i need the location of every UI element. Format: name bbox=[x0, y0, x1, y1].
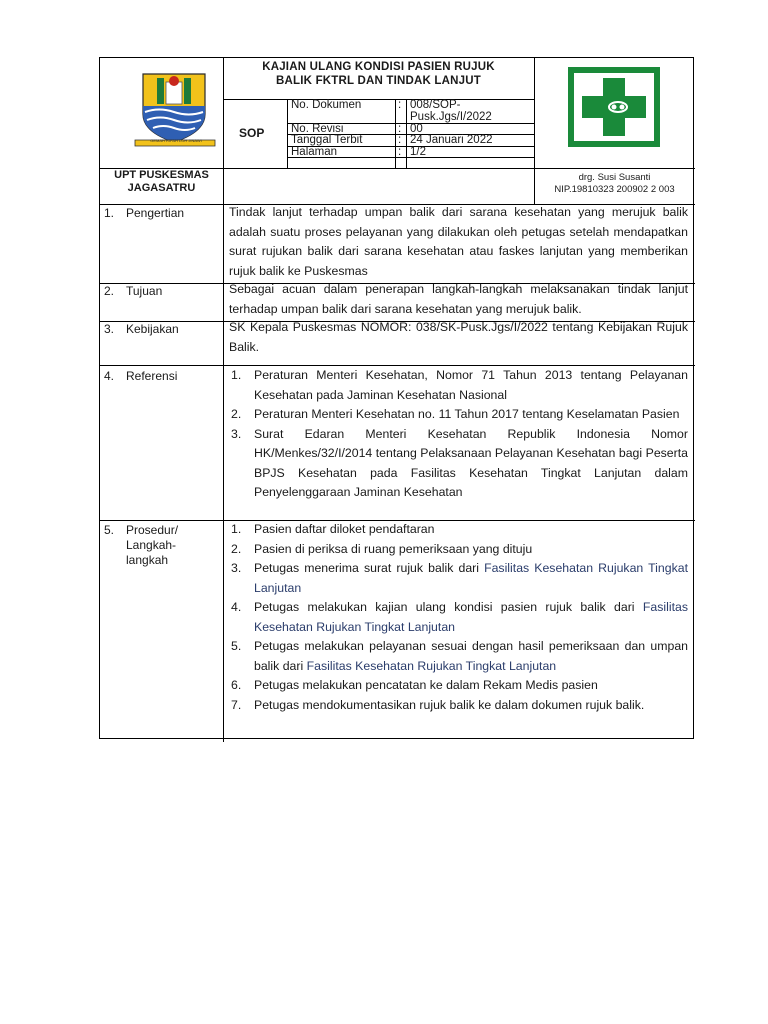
item-text: Pasien daftar diloket pendaftaran bbox=[254, 522, 435, 536]
section-label: Prosedur/ bbox=[126, 523, 179, 537]
item-number: 5. bbox=[231, 639, 242, 653]
section-number: 1. bbox=[104, 206, 115, 220]
meta-value-tanggal-terbit: 24 Januari 2022 bbox=[410, 134, 493, 146]
list-item bbox=[229, 598, 688, 637]
list-item bbox=[229, 366, 688, 405]
list-item bbox=[229, 425, 688, 503]
section-label-tujuan bbox=[104, 284, 162, 299]
list-item bbox=[229, 676, 688, 696]
item-text: Pasien di periksa di ruang pemeriksaan yang dituju bbox=[254, 541, 533, 556]
org-line: JAGASATRU bbox=[127, 182, 196, 194]
item-text-facility: Fasilitas Kesehatan Rujukan Tingkat Lanjutan bbox=[306, 658, 557, 673]
meta-sep: : bbox=[398, 134, 402, 146]
list-item bbox=[229, 520, 688, 540]
city-motto: GEMAH RIPAH LOH JINAWI bbox=[150, 138, 202, 143]
item-number: 1. bbox=[231, 368, 242, 382]
section-number: 3. bbox=[104, 322, 115, 336]
section-label-referensi bbox=[104, 369, 177, 384]
item-number: 2. bbox=[231, 541, 242, 556]
item-text: Peraturan Menteri Kesehatan, Nomor 71 Tahun 2013 tentang Pelayanan Kesehatan pada Jaminan Kesehatan Nasional bbox=[254, 368, 688, 402]
tujuan-text: Sebagai acuan dalam penerapan langkah-langkah melaksanakan tindak lanjut terhadap umpan balik dari sarana kesehatan yang merujuk balik. bbox=[229, 282, 688, 316]
column-divider bbox=[223, 58, 224, 742]
org-line: UPT PUSKESMAS bbox=[114, 169, 209, 181]
item-text: Petugas menerima surat rujuk balik dari bbox=[254, 561, 485, 575]
list-item bbox=[229, 696, 688, 716]
section-label: Tujuan bbox=[126, 284, 163, 298]
meta-sep: : bbox=[398, 146, 402, 158]
item-number: 2. bbox=[231, 407, 242, 421]
document-title bbox=[223, 58, 534, 88]
section-label: Langkah- bbox=[126, 538, 177, 552]
item-number: 7. bbox=[231, 697, 242, 712]
section-label-kebijakan bbox=[104, 322, 179, 337]
list-item bbox=[229, 637, 688, 676]
section-label: langkah bbox=[126, 553, 169, 567]
list-item bbox=[229, 540, 688, 560]
meta-sep: : bbox=[398, 123, 402, 135]
list-item bbox=[229, 559, 688, 598]
item-text: Surat Edaran Menteri Kesehatan Republik Indonesia Nomor HK/Menkes/32/I/2014 tentang Pelaksanaan Pelayanan Kesehatan bagi Peserta BPJS Kesehatan pada Fasilitas Kesehatan Tingkat Lanjutan dalam Penyelenggaraan Jaminan Kesehatan bbox=[254, 426, 688, 499]
item-number: 3. bbox=[231, 561, 242, 575]
item-number: 4. bbox=[231, 600, 242, 614]
meta-value-no-dokumen: 008/SOP- Pusk.Jgs/I/2022 bbox=[410, 99, 492, 123]
section-number: 2. bbox=[104, 284, 115, 298]
title-line: KAJIAN ULANG KONDISI PASIEN RUJUK bbox=[262, 61, 495, 73]
city-emblem-logo bbox=[133, 70, 225, 148]
item-text: Petugas mendokumentasikan rujuk balik ke dalam dokumen rujuk balik. bbox=[254, 697, 645, 712]
meta-value-no-revisi: 00 bbox=[410, 123, 423, 135]
item-number: 1. bbox=[231, 522, 242, 536]
section-label-pengertian bbox=[104, 206, 184, 221]
section-number: 5. bbox=[104, 523, 115, 537]
signer-name: drg. Susi Susanti bbox=[578, 172, 651, 183]
meta-label-tanggal-terbit: Tanggal Terbit bbox=[291, 134, 363, 146]
section-number: 4. bbox=[104, 369, 115, 383]
item-text-facility: Fasilitas Kesehatan Rujukan Tingkat Lanjutan bbox=[254, 600, 688, 634]
sop-label: SOP bbox=[239, 126, 265, 140]
section-label: Kebijakan bbox=[126, 322, 179, 336]
puskesmas-logo bbox=[566, 66, 662, 148]
kebijakan-text: SK Kepala Puskesmas NOMOR: 038/SK-Pusk.Jgs/I/2022 tentang Kebijakan Rujuk Balik. bbox=[229, 320, 688, 354]
meta-label-no-dokumen: No. Dokumen bbox=[291, 99, 362, 111]
organization-name bbox=[100, 169, 223, 195]
item-number: 3. bbox=[231, 426, 242, 441]
meta-label-halaman: Halaman bbox=[291, 146, 338, 158]
item-number: 6. bbox=[231, 678, 242, 692]
signer-nip: NIP.19810323 200902 2 003 bbox=[554, 184, 675, 195]
title-line: BALIK FKTRL DAN TINDAK LANJUT bbox=[276, 75, 481, 87]
signer-block bbox=[534, 172, 695, 196]
meta-sep: : bbox=[398, 99, 402, 111]
item-text: Petugas melakukan pencatatan ke dalam Rekam Medis pasien bbox=[254, 678, 598, 692]
sop-document bbox=[99, 57, 694, 739]
prosedur-list bbox=[229, 520, 688, 715]
pengertian-text: Tindak lanjut terhadap umpan balik dari sarana kesehatan yang merujuk balik adalah suatu proses pelayanan yang dilakukan oleh petugas setelah mendapatkan surat rujukan balik dari sarana kesehatan atau faskes lanjutan yang memberikan rujuk balik ke Puskesmas bbox=[229, 205, 688, 278]
section-label: Referensi bbox=[126, 369, 178, 383]
meta-value-halaman: 1/2 bbox=[410, 146, 426, 158]
item-text: Petugas melakukan pelayanan sesuai dengan hasil pemeriksaan dan umpan balik dari bbox=[254, 639, 688, 673]
item-text: Peraturan Menteri Kesehatan no. 11 Tahun 2017 tentang Keselamatan Pasien bbox=[254, 407, 680, 421]
referensi-list bbox=[229, 366, 688, 503]
list-item bbox=[229, 405, 688, 425]
section-label: Pengertian bbox=[126, 206, 185, 220]
meta-label-no-revisi: No. Revisi bbox=[291, 123, 344, 135]
item-text: Petugas melakukan kajian ulang kondisi pasien rujuk balik dari bbox=[254, 600, 643, 614]
section-label-prosedur bbox=[104, 523, 178, 568]
item-text-facility: Fasilitas Kesehatan Rujukan Tingkat Lanjutan bbox=[254, 561, 688, 595]
